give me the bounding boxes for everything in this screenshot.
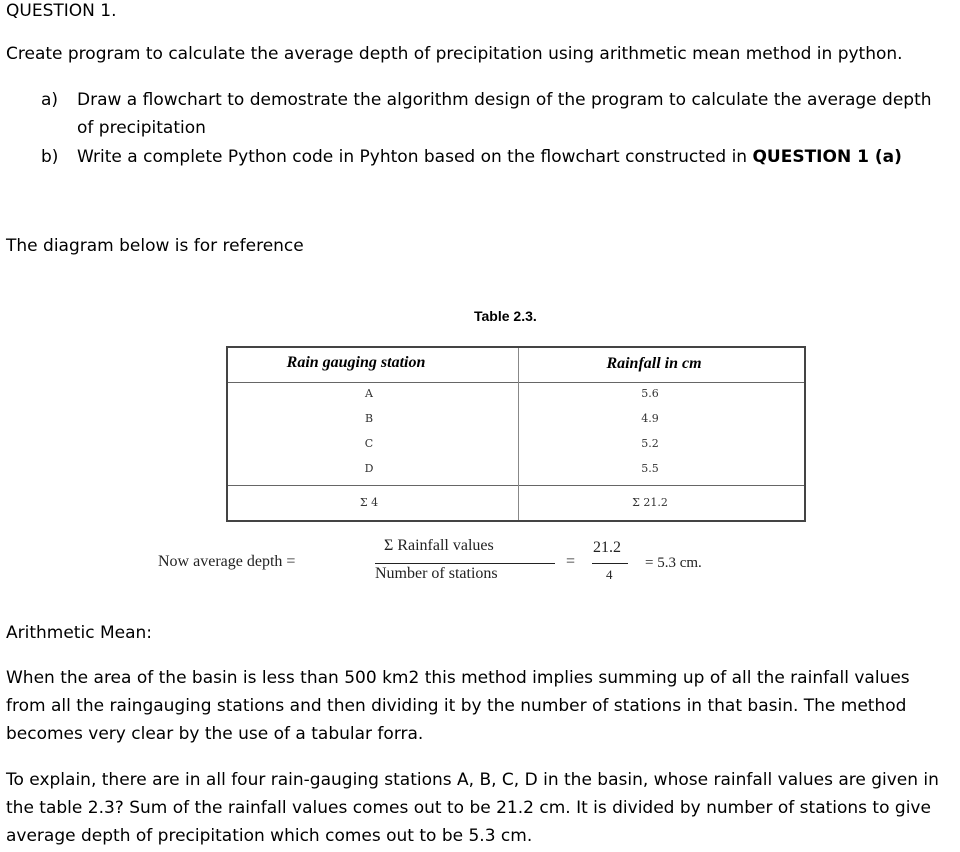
arithmetic-mean-title: Arithmetic Mean: [6,623,152,643]
fraction-bar-values [592,563,628,564]
reference-note: The diagram below is for reference [6,236,304,256]
paragraph-1-line: When the area of the basin is less than 500 km2 this method implies summing up of all the rainfall values [6,668,910,688]
question-intro: Create program to calculate the average depth of precipitation using arithmetic mean method in python. [6,44,903,64]
station-cell: C [364,437,374,450]
paragraph-2-line: To explain, there are in all four rain-gauging stations A, B, C, D in the basin, whose rainfall values are given in [6,770,939,790]
formula-denominator: Number of stations [375,565,498,582]
rainfall-table [226,346,806,522]
rainfall-cell: 5.5 [641,462,659,475]
station-cell: A [365,387,373,400]
totals-divider [228,485,804,486]
paragraph-1-line: becomes very clear by the use of a tabular forra. [6,724,424,744]
rainfall-cell: 5.6 [641,387,659,400]
header-divider [228,382,804,383]
item-a-line2: of precipitation [77,118,206,138]
header-station: Rain gauging station [286,354,426,371]
paragraph-1-line: from all the raingauging stations and then dividing it by the number of stations in that basin. The method [6,696,907,716]
item-b-bold-ref: QUESTION 1 (a) [752,147,902,167]
formula-equals: = [566,553,576,570]
formula-den-value: 4 [606,567,613,582]
formula-lhs: Now average depth = [158,553,296,570]
arithmetic-mean-paragraph-1 [6,664,958,748]
formula-result: = 5.3 cm. [645,555,702,571]
rainfall-cell: 4.9 [641,412,659,425]
average-depth-formula [0,530,960,600]
header-rainfall: Rainfall in cm [606,355,702,372]
item-a-line1: Draw a flowchart to demostrate the algorithm design of the program to calculate the average depth [77,90,932,110]
item-b-body: Write a complete Python code in Pyhton based on the flowchart constructed in [77,147,753,167]
item-a-label: a) [41,90,59,110]
column-divider [518,348,519,520]
paragraph-2-line: average depth of precipitation which comes out to be 5.3 cm. [6,826,533,846]
item-b-label: b) [41,147,59,167]
question-title: QUESTION 1. [6,1,117,21]
arithmetic-mean-paragraph-2 [6,766,958,850]
station-cell: D [364,462,374,475]
formula-numerator: Σ Rainfall values [384,537,494,554]
station-cell: B [364,412,374,425]
rainfall-total-cell: Σ 21.2 [632,496,668,509]
rainfall-cell: 5.2 [641,437,659,450]
fraction-bar [375,563,555,564]
item-b-text [77,147,902,167]
table-caption: Table 2.3. [474,308,537,324]
station-total-cell: Σ 4 [359,496,379,509]
formula-num-value: 21.2 [593,539,621,556]
paragraph-2-line: the table 2.3? Sum of the rainfall values comes out to be 21.2 cm. It is divided by number of stations to give [6,798,931,818]
